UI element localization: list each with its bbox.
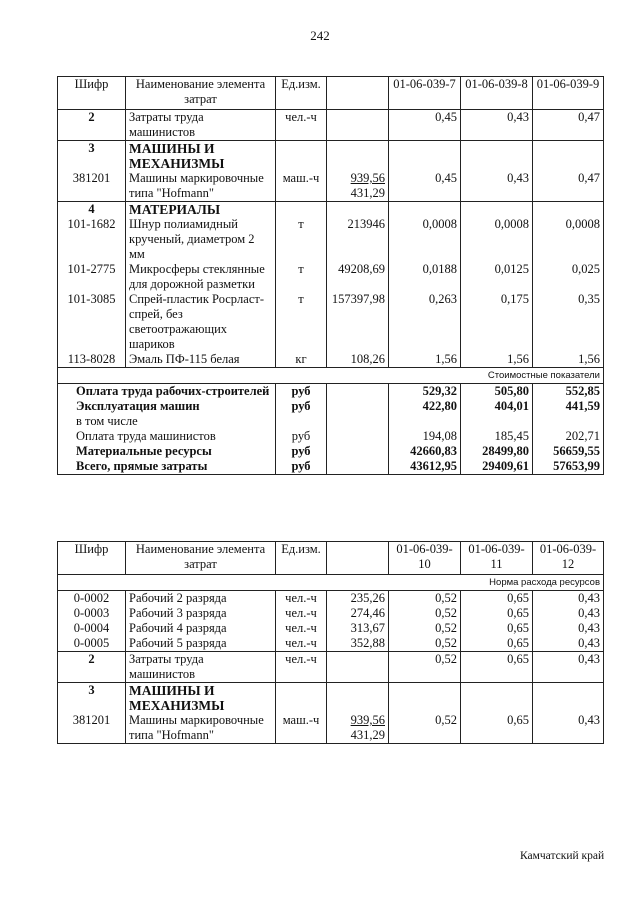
row-price bbox=[327, 202, 389, 218]
row-name: МАШИНЫ И МЕХАНИЗМЫ bbox=[126, 141, 276, 172]
row-price: 352,88 bbox=[327, 636, 389, 652]
row-price bbox=[327, 652, 389, 683]
header-col-1: 01-06-039-11 bbox=[461, 542, 533, 575]
summary-unit: руб bbox=[276, 429, 327, 444]
summary-name: Оплата труда машинистов bbox=[58, 429, 276, 444]
table-row bbox=[58, 352, 604, 368]
row-value: 1,56 bbox=[461, 352, 533, 368]
row-value: 0,0008 bbox=[389, 217, 461, 262]
row-price: 274,46 bbox=[327, 606, 389, 621]
row-value: 0,52 bbox=[389, 713, 461, 744]
table-row bbox=[58, 606, 604, 621]
summary-name: Всего, прямые затраты bbox=[58, 459, 276, 475]
row-value: 0,0008 bbox=[533, 217, 604, 262]
row-price: 49208,69 bbox=[327, 262, 389, 292]
summary-value: 43612,95 bbox=[389, 459, 461, 475]
row-code: 381201 bbox=[58, 713, 126, 744]
summary-row bbox=[58, 444, 604, 459]
row-value: 0,47 bbox=[533, 171, 604, 202]
row-value: 0,43 bbox=[533, 606, 604, 621]
row-name: Спрей-пластик Росpласт-спрей, без светоотражающих шариков bbox=[126, 292, 276, 352]
summary-row bbox=[58, 459, 604, 475]
summary-row bbox=[58, 429, 604, 444]
row-value: 0,0008 bbox=[461, 217, 533, 262]
row-value bbox=[533, 683, 604, 714]
row-unit: маш.-ч bbox=[276, 713, 327, 744]
row-code: 0-0005 bbox=[58, 636, 126, 652]
summary-value: 441,59 bbox=[533, 399, 604, 414]
row-name: Машины маркировочные типа "Hofmann" bbox=[126, 171, 276, 202]
row-value: 0,35 bbox=[533, 292, 604, 352]
summary-price bbox=[327, 384, 389, 400]
table-row bbox=[58, 110, 604, 141]
row-price: 108,26 bbox=[327, 352, 389, 368]
header-cipher: Шифр bbox=[58, 77, 126, 110]
row-unit: т bbox=[276, 217, 327, 262]
row-name: Затраты труда машинистов bbox=[126, 110, 276, 141]
summary-price bbox=[327, 444, 389, 459]
row-value: 0,43 bbox=[533, 652, 604, 683]
row-value: 0,52 bbox=[389, 636, 461, 652]
header-price bbox=[327, 542, 389, 575]
summary-name: Материальные ресурсы bbox=[58, 444, 276, 459]
row-unit: чел.-ч bbox=[276, 652, 327, 683]
header-name: Наименование элемента затрат bbox=[126, 77, 276, 110]
row-code: 0-0004 bbox=[58, 621, 126, 636]
row-code: 3 bbox=[58, 141, 126, 172]
row-price bbox=[327, 110, 389, 141]
row-value bbox=[389, 683, 461, 714]
header-unit: Ед.изм. bbox=[276, 542, 327, 575]
row-value: 0,65 bbox=[461, 606, 533, 621]
summary-price bbox=[327, 414, 389, 429]
table-header-row bbox=[58, 542, 604, 575]
table-row bbox=[58, 141, 604, 172]
table-row bbox=[58, 202, 604, 218]
summary-value bbox=[533, 414, 604, 429]
row-unit bbox=[276, 683, 327, 714]
row-value bbox=[461, 141, 533, 172]
row-value: 0,43 bbox=[461, 171, 533, 202]
summary-name: Оплата труда рабочих-строителей bbox=[58, 384, 276, 400]
row-code: 381201 bbox=[58, 171, 126, 202]
row-price: 157397,98 bbox=[327, 292, 389, 352]
row-value bbox=[389, 141, 461, 172]
summary-value: 42660,83 bbox=[389, 444, 461, 459]
row-value: 0,65 bbox=[461, 652, 533, 683]
row-value: 0,43 bbox=[533, 713, 604, 744]
table-row bbox=[58, 292, 604, 352]
row-value: 0,0125 bbox=[461, 262, 533, 292]
row-value: 0,52 bbox=[389, 591, 461, 607]
row-unit bbox=[276, 202, 327, 218]
header-price bbox=[327, 77, 389, 110]
norm-caption-row bbox=[58, 575, 604, 591]
row-value: 0,65 bbox=[461, 636, 533, 652]
header-col-2: 01-06-039-9 bbox=[533, 77, 604, 110]
row-name: Рабочий 2 разряда bbox=[126, 591, 276, 607]
table-row bbox=[58, 713, 604, 744]
price-numerator: 939,56 bbox=[350, 171, 385, 185]
row-price: 235,26 bbox=[327, 591, 389, 607]
price-denominator: 431,29 bbox=[350, 186, 385, 200]
row-code: 3 bbox=[58, 683, 126, 714]
row-value bbox=[389, 202, 461, 218]
row-value: 0,45 bbox=[389, 171, 461, 202]
row-price: 213946 bbox=[327, 217, 389, 262]
row-price bbox=[327, 141, 389, 172]
norm-caption: Стоимостные показатели bbox=[58, 368, 604, 384]
summary-unit: руб bbox=[276, 384, 327, 400]
row-code: 113-8028 bbox=[58, 352, 126, 368]
row-price bbox=[327, 171, 389, 202]
row-code: 4 bbox=[58, 202, 126, 218]
resource-table-2 bbox=[57, 541, 604, 744]
summary-row bbox=[58, 384, 604, 400]
resource-table-1 bbox=[57, 76, 604, 475]
row-name: Рабочий 4 разряда bbox=[126, 621, 276, 636]
row-value: 0,65 bbox=[461, 713, 533, 744]
row-value: 0,47 bbox=[533, 110, 604, 141]
row-code: 2 bbox=[58, 110, 126, 141]
summary-value: 505,80 bbox=[461, 384, 533, 400]
row-value: 0,65 bbox=[461, 591, 533, 607]
norm-caption: Норма расхода ресурсов bbox=[58, 575, 604, 591]
row-price: 313,67 bbox=[327, 621, 389, 636]
summary-name: Эксплуатация машин bbox=[58, 399, 276, 414]
price-denominator: 431,29 bbox=[350, 728, 385, 742]
row-unit: маш.-ч bbox=[276, 171, 327, 202]
row-code: 0-0003 bbox=[58, 606, 126, 621]
row-unit: чел.-ч bbox=[276, 591, 327, 607]
summary-value: 202,71 bbox=[533, 429, 604, 444]
row-unit: чел.-ч bbox=[276, 621, 327, 636]
row-value: 1,56 bbox=[389, 352, 461, 368]
summary-unit: руб bbox=[276, 459, 327, 475]
row-name: Рабочий 5 разряда bbox=[126, 636, 276, 652]
row-name: МАТЕРИАЛЫ bbox=[126, 202, 276, 218]
header-name: Наименование элемента затрат bbox=[126, 542, 276, 575]
summary-price bbox=[327, 459, 389, 475]
summary-value: 422,80 bbox=[389, 399, 461, 414]
row-value bbox=[533, 141, 604, 172]
region-footer: Камчатский край bbox=[520, 850, 605, 862]
price-numerator: 939,56 bbox=[350, 713, 385, 727]
table-row bbox=[58, 262, 604, 292]
row-unit bbox=[276, 141, 327, 172]
row-price bbox=[327, 713, 389, 744]
row-value bbox=[461, 202, 533, 218]
summary-unit: руб bbox=[276, 399, 327, 414]
row-value bbox=[533, 202, 604, 218]
row-code: 0-0002 bbox=[58, 591, 126, 607]
table-header-row bbox=[58, 77, 604, 110]
row-value: 0,45 bbox=[389, 110, 461, 141]
row-value: 0,0188 bbox=[389, 262, 461, 292]
page-number: 242 bbox=[310, 28, 330, 43]
row-value: 0,43 bbox=[533, 621, 604, 636]
table-row bbox=[58, 652, 604, 683]
summary-value: 56659,55 bbox=[533, 444, 604, 459]
summary-value: 404,01 bbox=[461, 399, 533, 414]
summary-name: в том числе bbox=[58, 414, 276, 429]
summary-value: 185,45 bbox=[461, 429, 533, 444]
summary-unit bbox=[276, 414, 327, 429]
row-unit: чел.-ч bbox=[276, 606, 327, 621]
table-row bbox=[58, 591, 604, 607]
summary-price bbox=[327, 429, 389, 444]
row-value: 0,52 bbox=[389, 652, 461, 683]
header-col-0: 01-06-039-10 bbox=[389, 542, 461, 575]
row-code: 101-3085 bbox=[58, 292, 126, 352]
table-row bbox=[58, 217, 604, 262]
table-row bbox=[58, 636, 604, 652]
row-value: 0,43 bbox=[533, 636, 604, 652]
row-unit: т bbox=[276, 292, 327, 352]
summary-value: 552,85 bbox=[533, 384, 604, 400]
header-cipher: Шифр bbox=[58, 542, 126, 575]
summary-unit: руб bbox=[276, 444, 327, 459]
row-value bbox=[461, 683, 533, 714]
row-name: Затраты труда машинистов bbox=[126, 652, 276, 683]
header-col-0: 01-06-039-7 bbox=[389, 77, 461, 110]
summary-value: 529,32 bbox=[389, 384, 461, 400]
row-name: Машины маркировочные типа "Hofmann" bbox=[126, 713, 276, 744]
table-row bbox=[58, 171, 604, 202]
row-value: 0,263 bbox=[389, 292, 461, 352]
row-name: Шнур полиамидный крученый, диаметром 2 мм bbox=[126, 217, 276, 262]
row-code: 101-2775 bbox=[58, 262, 126, 292]
header-col-1: 01-06-039-8 bbox=[461, 77, 533, 110]
table-row bbox=[58, 683, 604, 714]
row-unit: чел.-ч bbox=[276, 110, 327, 141]
row-unit: кг bbox=[276, 352, 327, 368]
summary-value bbox=[461, 414, 533, 429]
row-code: 2 bbox=[58, 652, 126, 683]
row-value: 0,43 bbox=[533, 591, 604, 607]
row-value: 0,52 bbox=[389, 621, 461, 636]
header-unit: Ед.изм. bbox=[276, 77, 327, 110]
summary-value: 29409,61 bbox=[461, 459, 533, 475]
row-name: Микросферы стеклянные для дорожной разметки bbox=[126, 262, 276, 292]
row-value: 0,52 bbox=[389, 606, 461, 621]
table-row bbox=[58, 621, 604, 636]
norm-caption-row bbox=[58, 368, 604, 384]
summary-row bbox=[58, 399, 604, 414]
row-code: 101-1682 bbox=[58, 217, 126, 262]
summary-row bbox=[58, 414, 604, 429]
summary-value bbox=[389, 414, 461, 429]
row-price bbox=[327, 683, 389, 714]
summary-value: 57653,99 bbox=[533, 459, 604, 475]
summary-price bbox=[327, 399, 389, 414]
row-name: Эмаль ПФ-115 белая bbox=[126, 352, 276, 368]
row-value: 0,65 bbox=[461, 621, 533, 636]
row-name: Рабочий 3 разряда bbox=[126, 606, 276, 621]
row-value: 0,175 bbox=[461, 292, 533, 352]
row-value: 0,43 bbox=[461, 110, 533, 141]
header-col-2: 01-06-039-12 bbox=[533, 542, 604, 575]
summary-value: 28499,80 bbox=[461, 444, 533, 459]
summary-value: 194,08 bbox=[389, 429, 461, 444]
row-unit: чел.-ч bbox=[276, 636, 327, 652]
row-name: МАШИНЫ И МЕХАНИЗМЫ bbox=[126, 683, 276, 714]
row-value: 1,56 bbox=[533, 352, 604, 368]
row-value: 0,025 bbox=[533, 262, 604, 292]
row-unit: т bbox=[276, 262, 327, 292]
